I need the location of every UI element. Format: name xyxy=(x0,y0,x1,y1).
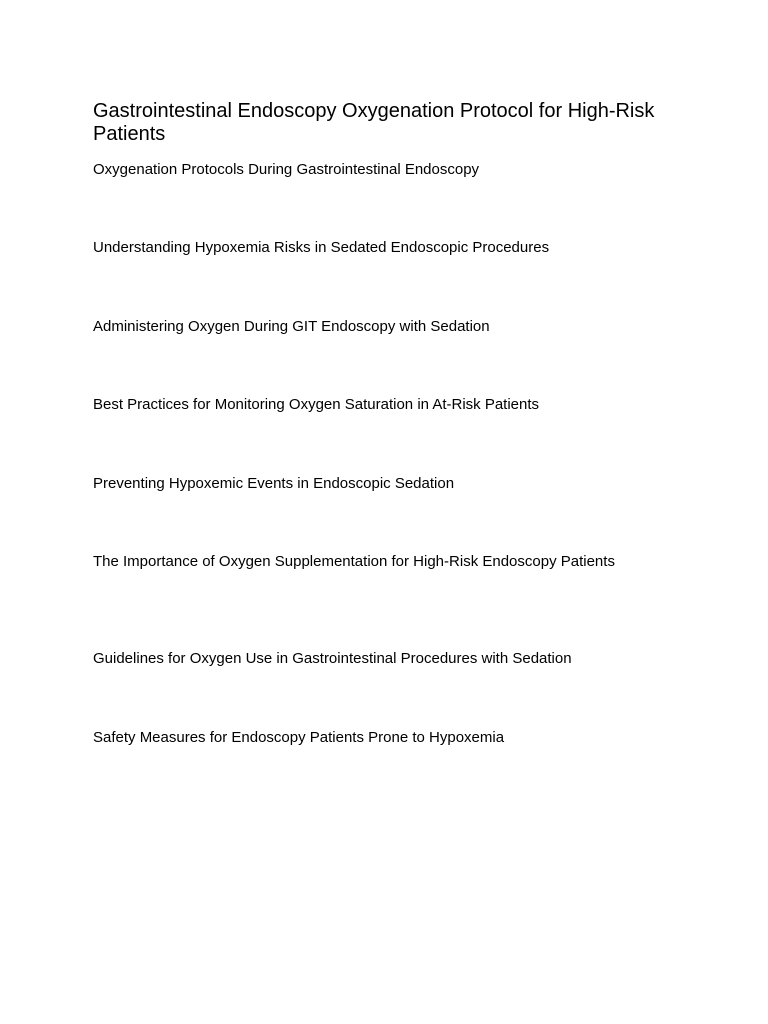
section-heading: Understanding Hypoxemia Risks in Sedated Endoscopic Procedures xyxy=(93,239,550,256)
document-title: Gastrointestinal Endoscopy Oxygenation Protocol for High-Risk Patients xyxy=(93,100,655,145)
document-page xyxy=(93,100,693,746)
section-heading: Guidelines for Oxygen Use in Gastrointestinal Procedures with Sedation xyxy=(93,650,572,667)
section-heading: The Importance of Oxygen Supplementation for High-Risk Endoscopy Patients xyxy=(93,553,615,570)
section-heading: Oxygenation Protocols During Gastrointestinal Endoscopy xyxy=(93,161,480,178)
section-heading: Best Practices for Monitoring Oxygen Saturation in At-Risk Patients xyxy=(93,396,540,413)
section-heading: Safety Measures for Endoscopy Patients Prone to Hypoxemia xyxy=(93,729,505,746)
section-heading: Preventing Hypoxemic Events in Endoscopic Sedation xyxy=(93,475,455,492)
section-heading: Administering Oxygen During GIT Endoscopy with Sedation xyxy=(93,318,490,335)
